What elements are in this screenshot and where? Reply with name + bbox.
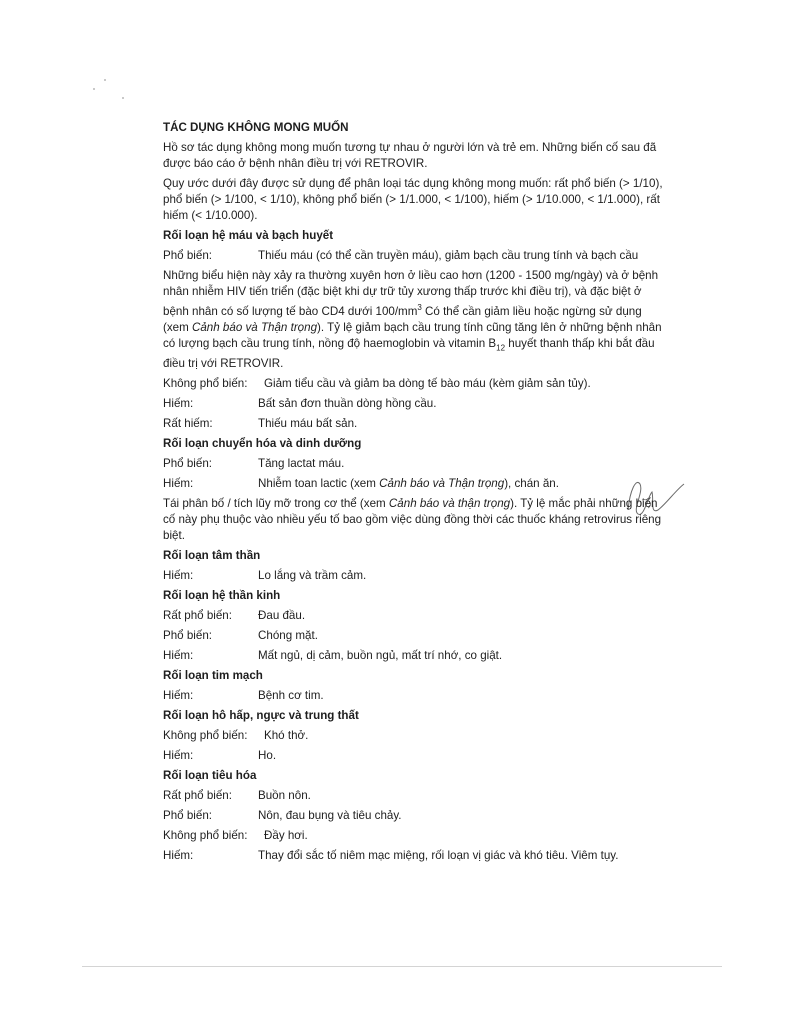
metabolism-note-paragraph: Tái phân bố / tích lũy mỡ trong cơ thể (xem Cảnh báo và thận trọng). Tỷ lệ mắc phải những biến cố này phụ thuộc vào nhiều yếu tố bao gồm việc dùng đồng thời các thuốc kháng retrovirus riêng biệt.	[163, 497, 662, 543]
effect-row	[163, 456, 668, 472]
blood-note-paragraph: Những biểu hiện này xảy ra thường xuyên hơn ở liều cao hơn (1200 - 1500 mg/ngày) và ở bệnh nhân nhiễm HIV tiến triển (đặc biệt khi dự trữ tủy xương thấp trước khi điều trị), và đặc biệt ở bệnh nhân có số lượng tế bào CD4 dưới $100/mm^3$ Có thể cần giảm liều hoặc ngừng sử dụng (xem Cảnh báo và Thận trọng). Tỷ lệ giảm bạch cầu trung tính cũng tăng lên ở những bệnh nhân có lượng bạch cầu trung tính, nồng độ haemoglobin và vitamin $B_{12}$ huyết thanh thấp khi bắt đầu điều trị với RETROVIR.	[163, 269, 662, 371]
effect-row	[163, 648, 668, 664]
scan-speck	[122, 97, 124, 99]
frequency-label: Hiếm:	[163, 649, 194, 663]
effect-text: Buồn nôn.	[258, 789, 311, 803]
frequency-label: Hiếm:	[163, 477, 194, 491]
frequency-label: Không phổ biến:	[163, 729, 248, 743]
scan-speck	[93, 88, 95, 90]
effect-text: Nôn, đau bụng và tiêu chảy.	[258, 809, 402, 823]
effect-text: Chóng mặt.	[258, 629, 318, 643]
effect-row	[163, 728, 668, 744]
cross-reference: Cảnh báo và Thận trọng	[379, 477, 505, 491]
effect-text: Bất sản đơn thuần dòng hồng cầu.	[258, 397, 437, 411]
effect-text: Đầy hơi.	[264, 829, 308, 843]
effect-row	[163, 396, 668, 412]
effect-row	[163, 828, 668, 844]
heading-nervous-disorders: Rối loạn hệ thần kinh	[163, 589, 281, 603]
heading-cardiac-disorders: Rối loạn tim mạch	[163, 669, 263, 683]
frequency-label: Không phổ biến:	[163, 377, 248, 391]
effect-text: Bệnh cơ tim.	[258, 689, 324, 703]
effect-row	[163, 748, 668, 764]
heading-psychiatric-disorders: Rối loạn tâm thần	[163, 549, 261, 563]
heading-gi-disorders: Rối loạn tiêu hóa	[163, 769, 257, 783]
effect-row	[163, 476, 668, 492]
effect-row	[163, 848, 668, 864]
effect-text: Lo lắng và trầm cảm.	[258, 569, 367, 583]
cross-reference: Cảnh báo và thận trọng	[388, 497, 511, 511]
effect-text: Thay đổi sắc tố niêm mạc miệng, rối loạn vị giác và khó tiêu. Viêm tụy.	[258, 849, 619, 863]
effect-row	[163, 376, 668, 392]
effect-row	[163, 808, 668, 824]
effect-text: Tăng lactat máu.	[258, 457, 345, 471]
frequency-label: Phổ biến:	[163, 809, 212, 823]
effect-text: Thiếu máu (có thể cần truyền máu), giảm bạch cầu trung tính và bạch cầu	[258, 249, 639, 262]
frequency-label: Phổ biến:	[163, 629, 212, 643]
frequency-label: Rất hiếm:	[163, 417, 213, 431]
effect-text: Đau đầu.	[258, 609, 306, 623]
intro-paragraph: Hồ sơ tác dụng không mong muốn tương tự nhau ở người lớn và trẻ em. Những biến cố sau đã được báo cáo ở bệnh nhân điều trị với RETROVIR.	[163, 141, 657, 170]
heading-metabolism-disorders: Rối loạn chuyển hóa và dinh dưỡng	[163, 437, 362, 451]
frequency-convention-paragraph: Quy ước dưới đây được sử dụng để phân loại tác dụng không mong muốn: rất phổ biến (> 1/10), phổ biến (> 1/100, < 1/10), không phổ biến (> 1/1.000, < 1/100), hiếm (> 1/10.000, < 1/1.000), rất hiếm (< 1/10.000).	[163, 177, 663, 222]
effect-text: Giảm tiểu cầu và giảm ba dòng tế bào máu (kèm giảm sản tủy).	[264, 377, 591, 391]
effect-text: Ho.	[258, 749, 277, 763]
frequency-label: Hiếm:	[163, 397, 194, 411]
effect-row	[163, 788, 668, 804]
heading-respiratory-disorders: Rối loạn hô hấp, ngực và trung thất	[163, 709, 359, 723]
effect-row	[163, 608, 668, 624]
frequency-label: Hiếm:	[163, 689, 194, 703]
effect-row	[163, 416, 668, 432]
effect-row	[163, 568, 668, 584]
effect-row	[163, 628, 668, 644]
frequency-label: Hiếm:	[163, 749, 194, 763]
effect-text: Thiếu máu bất sản.	[258, 417, 358, 431]
effect-row	[163, 248, 668, 264]
effect-text: Mất ngủ, dị cảm, buồn ngủ, mất trí nhớ, co giật.	[258, 649, 503, 663]
frequency-label: Không phổ biến:	[163, 829, 248, 843]
frequency-label: Phổ biến:	[163, 457, 212, 471]
heading-blood-disorders: Rối loạn hệ máu và bạch huyết	[163, 229, 334, 242]
effect-row	[163, 688, 668, 704]
frequency-label: Rất phổ biến:	[163, 609, 232, 623]
effect-text: Nhiễm toan lactic (xem Cảnh báo và Thận trọng), chán ăn.	[258, 477, 559, 491]
page-footer-rule	[82, 966, 722, 967]
frequency-label: Hiếm:	[163, 569, 194, 583]
adverse-effects-section	[163, 120, 668, 868]
scan-speck	[104, 79, 106, 81]
frequency-label: Hiếm:	[163, 849, 194, 863]
section-title: TÁC DỤNG KHÔNG MONG MUỐN	[163, 121, 349, 134]
frequency-label: Phổ biến:	[163, 249, 212, 262]
frequency-label: Rất phổ biến:	[163, 789, 232, 803]
cross-reference: Cảnh báo và Thận trọng	[191, 320, 318, 334]
effect-text: Khó thở.	[264, 729, 309, 743]
